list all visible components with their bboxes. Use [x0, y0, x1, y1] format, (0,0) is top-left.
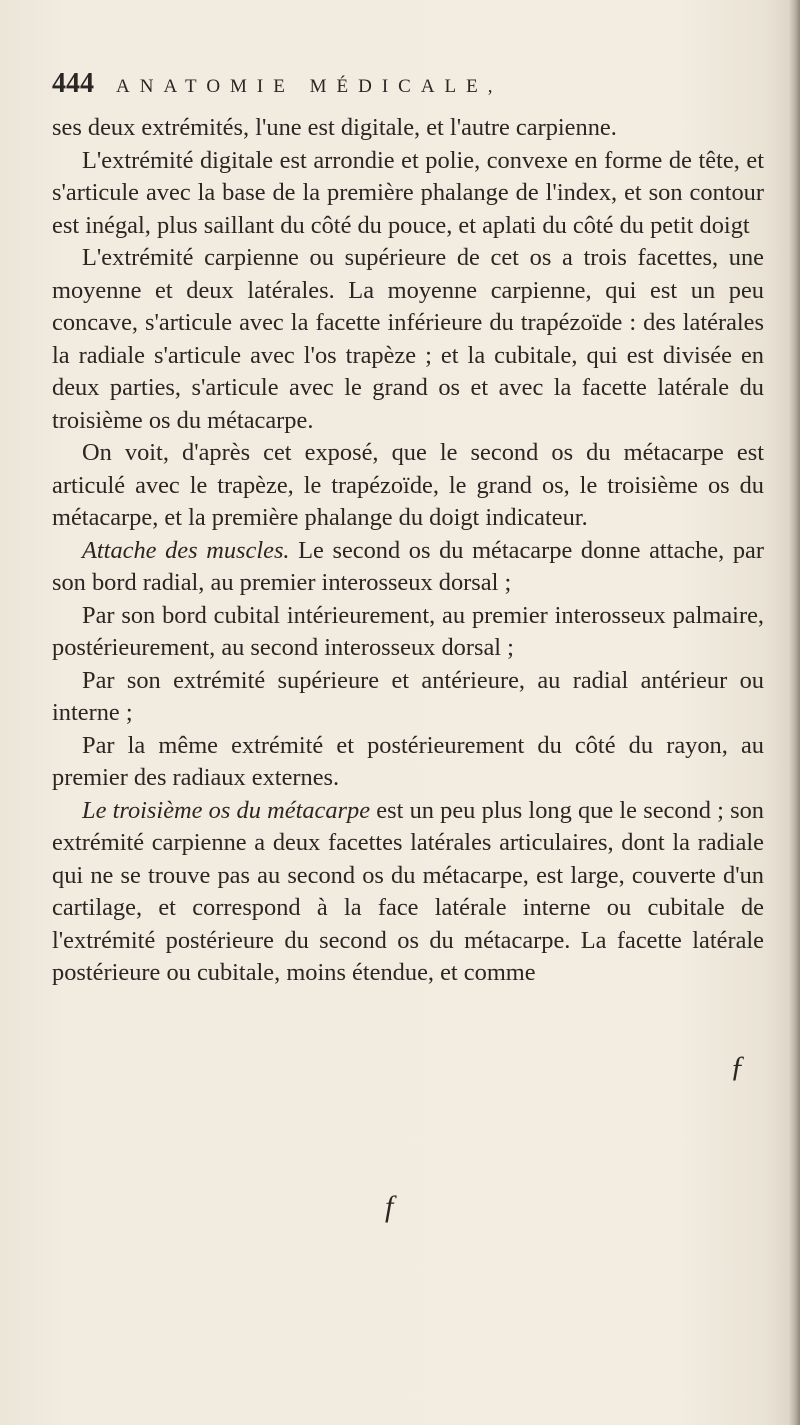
paragraph-3: L'extrémité carpienne ou supérieure de cet os a trois facettes, une moyenne et deux latérales. La moyenne carpienne, qui est un peu concave, s'articule avec la facette inférieure du trapézoïde : des latérales la radiale s'articule avec l'os trapèze ; et la cubitale, qui est divisée en deux parties, s'articule avec le grand os et avec la facette latérale du troisième os du métacarpe.: [52, 244, 764, 434]
paragraph-6: Par son bord cubital intérieurement, au premier interosseux palmaire, postérieurement, au second interosseux dorsal ;: [52, 601, 764, 661]
paragraph-4: On voit, d'après cet exposé, que le second os du métacarpe est articulé avec le trapèze, le trapézoïde, le grand os, le troisième os du métacarpe, et la première phalange du doigt indicateur.: [52, 439, 764, 531]
body-text: [52, 112, 764, 990]
paragraph-1: ses deux extrémités, l'une est digitale, et l'autre carpienne.: [52, 114, 617, 141]
catch-mark-right: ƒ: [730, 1050, 745, 1083]
running-head: ANATOMIE MÉDICALE,: [116, 76, 503, 97]
page-content: [52, 68, 764, 990]
section-heading-attache: Attache des muscles.: [82, 536, 290, 564]
catch-mark-left: f: [385, 1190, 394, 1223]
paragraph-2: L'extrémité digitale est arrondie et polie, convexe en forme de tête, et s'articule avec la base de la première phalange de l'index, et son contour est inégal, plus saillant du côté du pouce, et aplati du côté du petit doigt: [52, 146, 764, 239]
paragraph-5: Attache des muscles. Le second os du métacarpe donne attache, par son bord radial, au premier interosseux dorsal ;: [52, 536, 764, 596]
paragraph-7: Par son extrémité supérieure et antérieure, au radial antérieur ou interne ;: [52, 666, 764, 726]
page-number: 444: [52, 68, 94, 99]
page-header: [52, 68, 764, 112]
paragraph-9: Le troisième os du métacarpe est un peu plus long que le second ; son extrémité carpienne a deux facettes latérales articulaires, dont la radiale qui ne se trouve pas au second os du métacarpe, est large, couverte d'un cartilage, et correspond à la face latérale interne ou cubitale de l'extrémité postérieure du second os du métacarpe. La facette latérale postérieure ou cubitale, moins étendue, et comme: [52, 796, 764, 986]
paragraph-8: Par la même extrémité et postérieurement du côté du rayon, au premier des radiaux externes.: [52, 731, 764, 791]
page-edge-shadow: [788, 0, 800, 1425]
section-heading-troisieme: Le troisième os du métacarpe: [82, 796, 371, 824]
